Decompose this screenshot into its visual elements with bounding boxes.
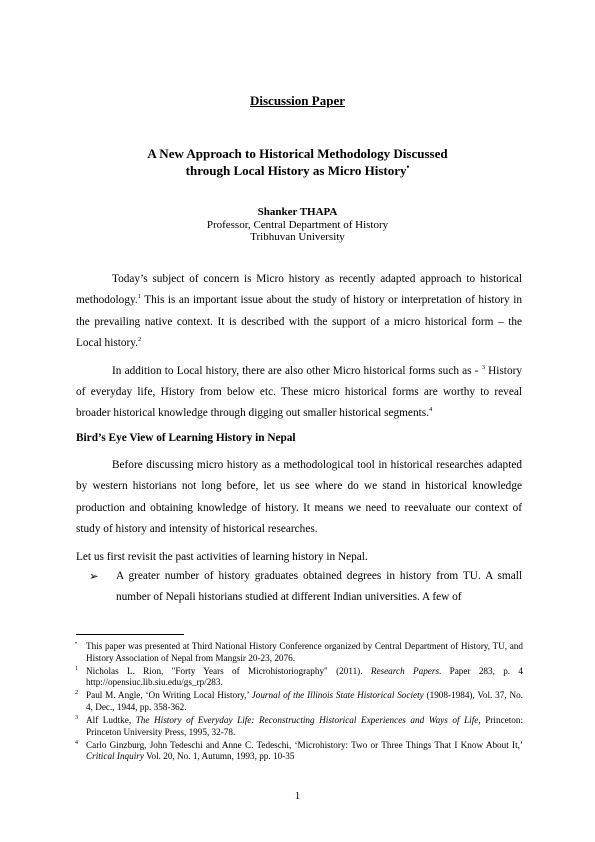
footnote-ref-3[interactable]: 3 — [481, 363, 485, 371]
footnote-3: 3 Alf Ludtke, The History of Everyday Life: Reconstructing Historical Experiences and Ways of Life, Princeton: Princeton University Press, 1995, 32-78. — [75, 715, 523, 737]
author-position: Professor, Central Department of History — [206, 218, 389, 231]
footnote-ref-4[interactable]: 4 — [428, 406, 433, 414]
section-paragraph-2: Let us first revisit the past activities of learning history in Nepal. — [76, 550, 368, 563]
section-body — [76, 455, 522, 568]
title-footnote-mark: • — [406, 162, 410, 172]
footnote-4: 4 Carlo Ginzburg, John Tedeschi and Anne C. Tedeschi, ‘Microhistory: Two or Three Things That I Know About It,’ Critical Inquiry Vol. 20, No. 1, Autumn, 1993, pp. 10-35 — [75, 739, 523, 762]
author-institution: Tribhuvan University — [250, 231, 345, 243]
section-paragraph-1: Before discussing micro history as a methodological tool in historical researches adapted by western historians not long before, let us see where do we stand in historical knowledge production and obtaining knowledge of history. It means we need to reevaluate our context of study of history and intensity of historical researches. — [76, 459, 522, 536]
footnote-1: 1 Nicholas L. Rion, "Forty Years of Microhistoriography" (2011). Research Papers. Paper 283, p. 4 http://opensiuc.lib.siu.edu/gs_rp/283. — [75, 665, 523, 688]
footnote-mark: • — [75, 641, 78, 647]
paper-title — [0, 145, 595, 179]
intro-section — [76, 269, 522, 425]
footnote-title: • This paper was presented at Third National History Conference organized by Central Department of History, TU, and History Association of Nepal from Mangsir 20-23, 2076. — [75, 641, 523, 663]
intro-paragraph-2: In addition to Local history, there are also other Micro historical forms such as - $^3$ History of everyday life, History from below etc. These micro historical forms are worthy to reveal broader historical knowledge through digging out smaller historical segments.$^4$ — [76, 363, 523, 420]
author-block — [0, 206, 595, 244]
paper-type-label: Discussion Paper — [250, 93, 345, 108]
footnote-mark: 3 — [75, 715, 78, 722]
author-name: Shanker THAPA — [257, 206, 338, 218]
footnote-mark: 4 — [75, 739, 78, 746]
arrow-bullet-icon: ➢ — [89, 571, 99, 583]
footnote-ref-1[interactable]: 1 — [137, 293, 141, 301]
footnotes — [76, 641, 523, 764]
section-heading: Bird’s Eye View of Learning History in Nepal — [76, 432, 296, 444]
footnote-2: 2 Paul M. Angle, ‘On Writing Local History,’ Journal of the Illinois State Historical Society (1908-1984), Vol. 37, No. 4, Dec., 1944, pp. 358-362. — [75, 690, 523, 712]
footnote-ref-2[interactable]: 2 — [138, 336, 142, 344]
bullet-item: A greater number of history graduates obtained degrees in history from TU. A small number of Nepali historians studied at different Indian universities. A few of — [116, 570, 522, 604]
title-line-2: through Local History as Micro History• — [185, 162, 410, 178]
footnote-mark: 1 — [75, 665, 78, 672]
page-number: 1 — [294, 790, 301, 802]
footnote-mark: 2 — [75, 690, 78, 697]
intro-paragraph-1: Today’s subject of concern is Micro history as recently adapted approach to historical methodology.$^1$ This is an important issue about the study of history or interpretation of history in the prevailing native context. It is described with the support of a micro historical form – the Local history.$^2$ — [76, 273, 522, 350]
title-line-1: A New Approach to Historical Methodology Discussed — [147, 146, 448, 161]
footnote-divider — [76, 634, 184, 635]
